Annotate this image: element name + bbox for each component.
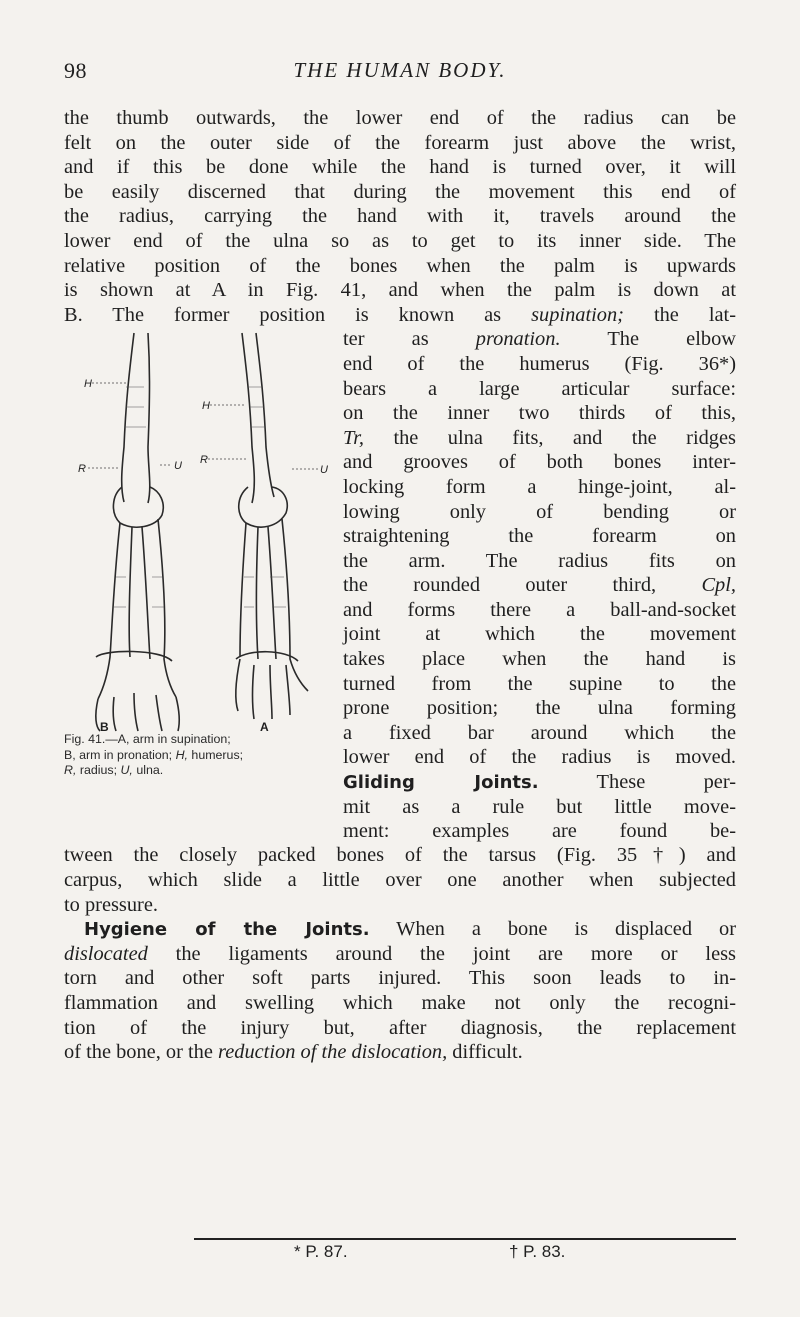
text-line bbox=[343, 327, 736, 352]
text-line: lower end of the ulna so as to get to its inner side. The bbox=[64, 229, 736, 252]
text-line: and if this be done while the hand is turned over, it will bbox=[64, 156, 736, 179]
page-header bbox=[64, 58, 736, 84]
label-U-right: U bbox=[320, 464, 328, 477]
text-line bbox=[64, 942, 736, 967]
text-line: prone position; the ulna forming bbox=[343, 697, 736, 720]
caption-line bbox=[64, 763, 339, 778]
figure-float-section bbox=[64, 327, 737, 843]
body-text bbox=[64, 106, 736, 1065]
italic-term: U, bbox=[120, 762, 133, 777]
text-run: The elbow bbox=[560, 328, 736, 351]
figure-41 bbox=[64, 327, 339, 735]
label-H-right: H bbox=[202, 400, 210, 413]
side-text bbox=[343, 327, 736, 843]
footnote-left: * P. 87. bbox=[294, 1242, 348, 1261]
text-line: is shown at A in Fig. 41, and when the palm is down at bbox=[64, 279, 736, 302]
text-line: bears a large articular surface: bbox=[343, 377, 736, 400]
text-line: the radius, carrying the hand with it, travels around the bbox=[64, 205, 736, 228]
text-run: radius; bbox=[76, 762, 121, 777]
italic-term: Cpl, bbox=[701, 574, 736, 597]
label-H-left: H bbox=[84, 378, 92, 391]
text-run: ulna. bbox=[132, 762, 164, 777]
footnote-rule bbox=[194, 1238, 736, 1240]
text-run: the ulna fits, and the ridges bbox=[364, 426, 736, 449]
text-run: difficult. bbox=[447, 1041, 523, 1064]
text-run: of the bone, or the bbox=[64, 1041, 219, 1064]
text-line: ment: examples are found be- bbox=[343, 820, 736, 843]
label-R-left: R bbox=[78, 463, 86, 476]
text-line: turned from the supine to the bbox=[343, 672, 736, 695]
footnotes bbox=[64, 1238, 736, 1266]
text-line: on the inner two thirds of this, bbox=[343, 402, 736, 425]
label-R-right: R bbox=[200, 454, 208, 467]
text-line: tween the closely packed bones of the tarsus (Fig. 35†) and bbox=[64, 844, 736, 867]
text-run: humerus; bbox=[187, 747, 244, 762]
text-line: a fixed bar around which the bbox=[343, 721, 736, 744]
running-title: THE HUMAN BODY. bbox=[293, 58, 507, 82]
text-line: joint at which the movement bbox=[343, 623, 736, 646]
text-line: and forms there a ball-and-socket bbox=[343, 598, 736, 621]
caption-line bbox=[64, 748, 339, 763]
italic-term: reduction of the dislocation, bbox=[218, 1041, 448, 1064]
text-line: locking form a hinge-joint, al- bbox=[343, 475, 736, 498]
text-line: the arm. The radius fits on bbox=[343, 549, 736, 572]
text-line: lowing only of bending or bbox=[343, 500, 736, 523]
text-line: be easily discerned that during the movement this end of bbox=[64, 180, 736, 203]
text-line: the thumb outwards, the lower end of the radius can be bbox=[64, 107, 736, 129]
italic-term: pronation. bbox=[475, 328, 561, 351]
text-line: tion of the injury but, after diagnosis, the replacement bbox=[64, 1016, 736, 1039]
text-line bbox=[64, 917, 736, 942]
text-run: the rounded outer third, bbox=[343, 574, 702, 597]
italic-term: dislocated bbox=[64, 942, 148, 965]
text-line: to pressure. bbox=[64, 893, 158, 916]
text-line: and grooves of both bones inter- bbox=[343, 451, 736, 474]
page-number: 98 bbox=[64, 58, 87, 83]
text-line: straightening the forearm on bbox=[343, 525, 736, 548]
text-run: ter as bbox=[343, 328, 476, 351]
figure-caption bbox=[64, 732, 339, 778]
text-run: B, arm in pronation; bbox=[64, 747, 176, 762]
section-heading: Hygiene of the Joints. bbox=[84, 919, 370, 941]
text-line bbox=[64, 1040, 736, 1065]
text-run: When a bone is displaced or bbox=[369, 918, 736, 941]
text-line: relative position of the bones when the palm is upwards bbox=[64, 254, 736, 277]
text-line bbox=[343, 573, 736, 598]
text-line bbox=[343, 770, 736, 795]
text-run: These per- bbox=[538, 771, 737, 794]
arm-bones-illustration bbox=[64, 327, 339, 732]
italic-term: H, bbox=[175, 747, 188, 762]
label-U-left: U bbox=[174, 460, 182, 473]
text-line: flammation and swelling which make not only the recogni- bbox=[64, 991, 736, 1014]
text-line: takes place when the hand is bbox=[343, 648, 736, 671]
text-run: —A, arm in supination; bbox=[105, 732, 231, 747]
text-line: lower end of the radius is moved. bbox=[343, 746, 736, 769]
text-line: carpus, which slide a little over one another when subjected bbox=[64, 868, 736, 891]
section-heading: Gliding Joints. bbox=[343, 772, 539, 794]
figure-label-A: A bbox=[260, 720, 269, 735]
text-line bbox=[343, 426, 736, 451]
text-run: the lat- bbox=[623, 303, 736, 326]
text-line: mit as a rule but little move- bbox=[343, 795, 736, 818]
caption-line bbox=[64, 732, 339, 747]
text-run: B. The former position is known as bbox=[64, 303, 532, 326]
italic-term: supination; bbox=[531, 303, 624, 326]
text-line bbox=[64, 303, 736, 328]
footnote-right: † P. 83. bbox=[509, 1242, 566, 1261]
caption-fig-number: Fig. 41. bbox=[64, 732, 106, 747]
text-line: felt on the outer side of the forearm just above the wrist, bbox=[64, 131, 736, 154]
italic-term: Tr, bbox=[343, 426, 364, 449]
text-run: the ligaments around the joint are more or less bbox=[147, 942, 736, 965]
figure-label-B: B bbox=[100, 720, 109, 735]
text-line: torn and other soft parts injured. This soon leads to in- bbox=[64, 967, 736, 990]
text-line: end of the humerus (Fig. 36*) bbox=[343, 352, 736, 375]
italic-term: R, bbox=[64, 762, 77, 777]
